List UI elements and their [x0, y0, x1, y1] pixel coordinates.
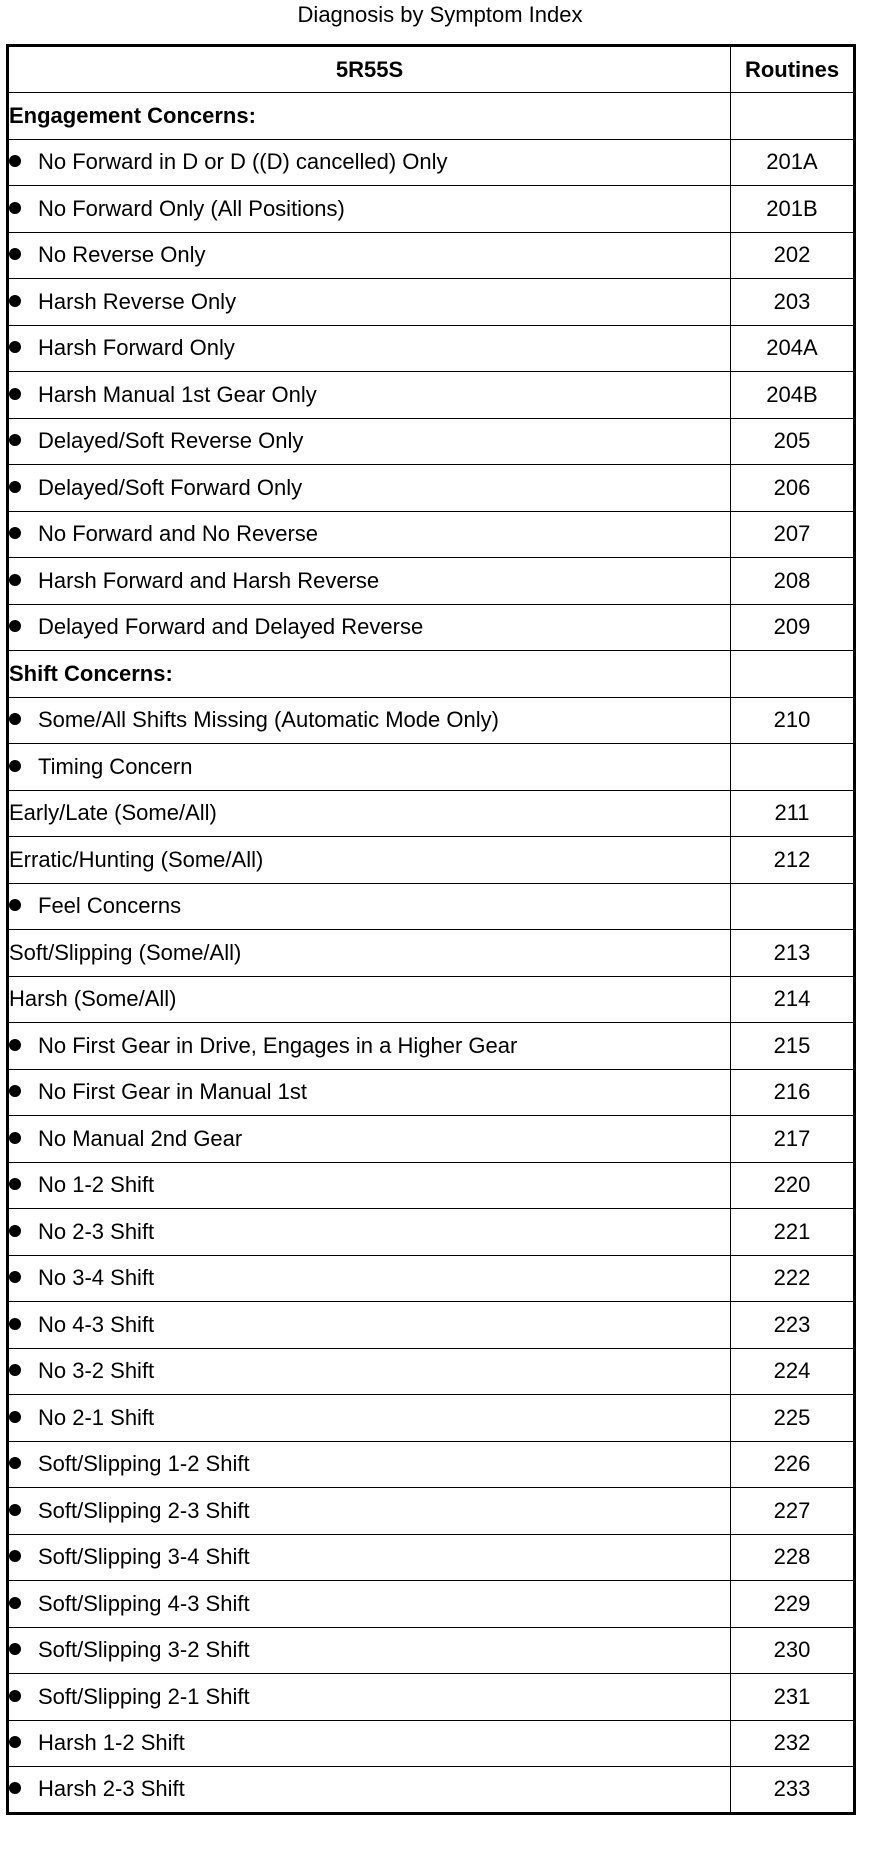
table-row	[8, 1302, 855, 1349]
symptom-cell	[8, 1767, 731, 1814]
table-row	[8, 139, 855, 186]
symptom-cell	[8, 1116, 731, 1163]
symptom-label: Delayed Forward and Delayed Reverse	[38, 614, 424, 640]
symptom-cell	[8, 139, 731, 186]
table-row	[8, 279, 855, 326]
table-row	[8, 697, 855, 744]
symptom-cell	[8, 1395, 731, 1442]
symptom-cell	[8, 697, 731, 744]
table-row	[8, 1488, 855, 1535]
symptom-label: No 2-3 Shift	[38, 1218, 155, 1244]
symptom-label: No Forward and No Reverse	[38, 521, 319, 547]
bullet-icon	[9, 1550, 21, 1562]
table-row	[8, 1720, 855, 1767]
table-row	[8, 372, 855, 419]
symptom-label: No 4-3 Shift	[38, 1311, 155, 1337]
symptom-cell	[8, 1488, 731, 1535]
bullet-icon	[9, 1736, 21, 1748]
routine-code	[731, 93, 855, 140]
routine-code: 224	[731, 1348, 855, 1395]
bullet-icon	[9, 341, 21, 353]
symptom-label: No 3-2 Shift	[38, 1358, 155, 1384]
table-row	[8, 883, 855, 930]
symptom-cell	[8, 1627, 731, 1674]
table-row	[8, 604, 855, 651]
symptom-cell	[8, 372, 731, 419]
table-row	[8, 1023, 855, 1070]
symptom-label: Feel Concerns	[38, 893, 182, 919]
symptom-label: Harsh Reverse Only	[38, 288, 237, 314]
symptom-label: Soft/Slipping 3-4 Shift	[38, 1544, 250, 1570]
table-row	[8, 511, 855, 558]
symptom-cell	[8, 1162, 731, 1209]
table-row	[8, 1767, 855, 1814]
routine-code	[731, 651, 855, 698]
bullet-icon	[9, 1597, 21, 1609]
symptom-label: No 1-2 Shift	[38, 1172, 155, 1198]
table-row	[8, 1581, 855, 1628]
symptom-label: Harsh Manual 1st Gear Only	[38, 381, 317, 407]
table-row	[8, 1395, 855, 1442]
bullet-icon	[9, 527, 21, 539]
symptom-label: Harsh 2-3 Shift	[38, 1776, 185, 1802]
table-row	[8, 1534, 855, 1581]
symptom-subitem: Erratic/Hunting (Some/All)	[8, 837, 731, 884]
table-row	[8, 976, 855, 1023]
symptom-subitem: Early/Late (Some/All)	[8, 790, 731, 837]
routine-code: 228	[731, 1534, 855, 1581]
routine-code: 222	[731, 1255, 855, 1302]
table-row	[8, 837, 855, 884]
routine-code: 205	[731, 418, 855, 465]
bullet-icon	[9, 1643, 21, 1655]
routine-code: 216	[731, 1069, 855, 1116]
table-row	[8, 325, 855, 372]
section-heading: Engagement Concerns:	[8, 93, 731, 140]
table-row	[8, 93, 855, 140]
symptom-label: Delayed/Soft Forward Only	[38, 474, 303, 500]
symptom-cell	[8, 1302, 731, 1349]
symptom-label: Some/All Shifts Missing (Automatic Mode Only)	[38, 707, 499, 733]
symptom-label: Soft/Slipping 1-2 Shift	[38, 1451, 250, 1477]
symptom-cell	[8, 1348, 731, 1395]
table-body	[8, 93, 855, 1814]
symptom-cell	[8, 558, 731, 605]
symptom-label: No First Gear in Drive, Engages in a Higher Gear	[38, 1032, 518, 1058]
symptom-label: Soft/Slipping 2-1 Shift	[38, 1683, 250, 1709]
symptom-label: Harsh Forward Only	[38, 335, 235, 361]
bullet-icon	[9, 1225, 21, 1237]
page-title: Diagnosis by Symptom Index	[297, 2, 583, 27]
routine-code: 229	[731, 1581, 855, 1628]
symptom-label: No First Gear in Manual 1st	[38, 1079, 307, 1105]
bullet-icon	[9, 1271, 21, 1283]
bullet-icon	[9, 248, 21, 260]
symptom-label: No 3-4 Shift	[38, 1265, 155, 1291]
symptom-cell	[8, 279, 731, 326]
routine-code: 221	[731, 1209, 855, 1256]
symptom-label: No Forward in D or D ((D) cancelled) Only	[38, 149, 448, 175]
table-row	[8, 465, 855, 512]
routine-code: 207	[731, 511, 855, 558]
symptom-cell	[8, 1255, 731, 1302]
table-row	[8, 1069, 855, 1116]
bullet-icon	[9, 1457, 21, 1469]
routine-code: 231	[731, 1674, 855, 1721]
symptom-cell	[8, 186, 731, 233]
table-row	[8, 186, 855, 233]
symptom-cell	[8, 1069, 731, 1116]
symptom-cell	[8, 418, 731, 465]
bullet-icon	[9, 1132, 21, 1144]
symptom-cell	[8, 604, 731, 651]
table-row	[8, 1674, 855, 1721]
symptom-subitem: Soft/Slipping (Some/All)	[8, 930, 731, 977]
symptom-cell	[8, 1209, 731, 1256]
table-row	[8, 558, 855, 605]
routine-code: 227	[731, 1488, 855, 1535]
table-row	[8, 1116, 855, 1163]
bullet-icon	[9, 1039, 21, 1051]
routine-code: 214	[731, 976, 855, 1023]
routine-code: 212	[731, 837, 855, 884]
bullet-icon	[9, 1690, 21, 1702]
bullet-icon	[9, 1782, 21, 1794]
table-row	[8, 651, 855, 698]
symptom-label: No 2-1 Shift	[38, 1404, 155, 1430]
symptom-cell	[8, 883, 731, 930]
routine-code: 217	[731, 1116, 855, 1163]
symptom-cell	[8, 1023, 731, 1070]
bullet-icon	[9, 388, 21, 400]
table-row	[8, 744, 855, 791]
routine-code: 223	[731, 1302, 855, 1349]
bullet-icon	[9, 434, 21, 446]
table-row	[8, 1627, 855, 1674]
symptom-cell	[8, 1674, 731, 1721]
routine-code	[731, 744, 855, 791]
bullet-icon	[9, 155, 21, 167]
bullet-icon	[9, 295, 21, 307]
symptom-cell	[8, 325, 731, 372]
routine-code: 225	[731, 1395, 855, 1442]
symptom-cell	[8, 465, 731, 512]
routine-code: 220	[731, 1162, 855, 1209]
table-row	[8, 930, 855, 977]
table-row	[8, 1209, 855, 1256]
symptom-label: Soft/Slipping 3-2 Shift	[38, 1637, 250, 1663]
table-row	[8, 418, 855, 465]
symptom-cell	[8, 1581, 731, 1628]
routine-code	[731, 883, 855, 930]
routine-code: 209	[731, 604, 855, 651]
table-row	[8, 790, 855, 837]
table-row	[8, 1348, 855, 1395]
symptom-label: No Manual 2nd Gear	[38, 1125, 243, 1151]
routine-code: 226	[731, 1441, 855, 1488]
bullet-icon	[9, 1178, 21, 1190]
routine-code: 201A	[731, 139, 855, 186]
table-header-row	[8, 46, 855, 93]
routine-code: 201B	[731, 186, 855, 233]
routine-code: 233	[731, 1767, 855, 1814]
bullet-icon	[9, 1364, 21, 1376]
symptom-label: No Reverse Only	[38, 242, 206, 268]
bullet-icon	[9, 1504, 21, 1516]
bullet-icon	[9, 481, 21, 493]
symptom-subitem: Harsh (Some/All)	[8, 976, 731, 1023]
routine-code: 232	[731, 1720, 855, 1767]
symptom-label: Delayed/Soft Reverse Only	[38, 428, 304, 454]
bullet-icon	[9, 760, 21, 772]
bullet-icon	[9, 1085, 21, 1097]
symptom-cell	[8, 744, 731, 791]
routine-code: 230	[731, 1627, 855, 1674]
routine-code: 203	[731, 279, 855, 326]
symptom-cell	[8, 232, 731, 279]
routine-code: 211	[731, 790, 855, 837]
table-row	[8, 1441, 855, 1488]
routine-code: 208	[731, 558, 855, 605]
section-heading: Shift Concerns:	[8, 651, 731, 698]
routine-code: 204B	[731, 372, 855, 419]
routine-code: 210	[731, 697, 855, 744]
routine-code: 213	[731, 930, 855, 977]
symptom-label: Soft/Slipping 2-3 Shift	[38, 1497, 250, 1523]
symptom-label: Harsh Forward and Harsh Reverse	[38, 567, 380, 593]
bullet-icon	[9, 1411, 21, 1423]
symptom-cell	[8, 1720, 731, 1767]
routine-code: 206	[731, 465, 855, 512]
symptom-label: No Forward Only (All Positions)	[38, 195, 345, 221]
symptom-cell	[8, 1534, 731, 1581]
table-row	[8, 1162, 855, 1209]
bullet-icon	[9, 713, 21, 725]
column-header-routines: Routines	[731, 46, 855, 93]
routine-code: 204A	[731, 325, 855, 372]
column-header-model: 5R55S	[8, 46, 731, 93]
table-row	[8, 1255, 855, 1302]
symptom-label: Soft/Slipping 4-3 Shift	[38, 1590, 250, 1616]
symptom-index-table	[6, 44, 856, 1815]
bullet-icon	[9, 899, 21, 911]
symptom-cell	[8, 1441, 731, 1488]
table-row	[8, 232, 855, 279]
bullet-icon	[9, 574, 21, 586]
symptom-cell	[8, 511, 731, 558]
bullet-icon	[9, 620, 21, 632]
symptom-label: Harsh 1-2 Shift	[38, 1730, 185, 1756]
symptom-label: Timing Concern	[38, 753, 193, 779]
bullet-icon	[9, 202, 21, 214]
routine-code: 215	[731, 1023, 855, 1070]
routine-code: 202	[731, 232, 855, 279]
bullet-icon	[9, 1318, 21, 1330]
